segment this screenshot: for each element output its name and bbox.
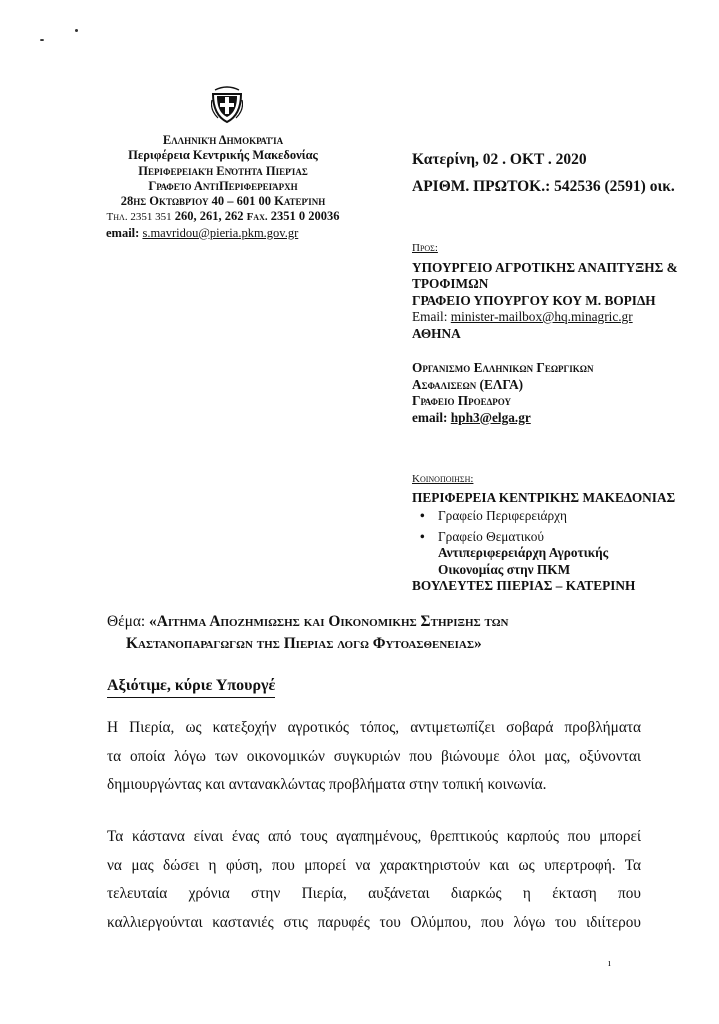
republic-name: Ελληνική Δημοκρατία bbox=[162, 133, 284, 147]
recipient2-email-line bbox=[412, 410, 678, 427]
recipient1-line3: ΓΡΑΦΕΙΟ ΥΠΟΥΡΓΟΥ ΚΟΥ Μ. ΒΟΡΙΔΗ bbox=[412, 292, 656, 308]
regional-unit-name: Περιφερειακή Ενότητα Πιερίας bbox=[138, 163, 308, 178]
cc-bullet-text: Αντιπεριφερειάρχη Αγροτικής bbox=[438, 545, 609, 560]
subject-text-1: «Αιτημα Αποζημιωσης και Οικονομικης Στηριξης των bbox=[149, 613, 509, 630]
recipient2-line2: Ασφαλισεων (ΕΛΓΑ) bbox=[412, 376, 524, 392]
paragraph-line: δημιουργώντας και αντανακλώντας προβλήματα στην τοπική κοινωνία. bbox=[107, 776, 547, 793]
office-address: 28ης Οκτωβρίου 40 – 601 00 Κατερίνη bbox=[120, 194, 326, 209]
fax-label: Fax. bbox=[246, 211, 268, 224]
recipient1-email-line bbox=[412, 309, 678, 326]
subject-block bbox=[107, 611, 647, 655]
document-date: Κατερίνη, 02 . ΟΚΤ . 2020 bbox=[412, 151, 587, 168]
body-paragraph-2 bbox=[107, 823, 641, 937]
fax-number: 2351 0 20036 bbox=[270, 209, 340, 224]
date-protocol-block bbox=[412, 146, 675, 200]
page-mark: ı bbox=[608, 958, 611, 969]
salutation: Αξιότιμε, κύριε Υπουργέ bbox=[107, 677, 275, 698]
subject-line1 bbox=[107, 611, 647, 633]
recipient1-city: ΑΘΗΝΑ bbox=[412, 325, 461, 341]
recipient1-email-link[interactable]: minister-mailbox@hq.minagric.gr bbox=[450, 309, 633, 324]
cc-organization: ΠΕΡΙΦΕΡΕΙΑ ΚΕΝΤΡΙΚΗΣ ΜΑΚΕΔΟΝΙΑΣ bbox=[412, 489, 676, 505]
recipients-block bbox=[412, 240, 678, 426]
recipient2-email-label: email: bbox=[412, 409, 448, 425]
subject-text-2: Καστανοπαραγωγων της Πιεριας λογω Φυτοασθενειας» bbox=[126, 635, 482, 652]
subject-label: Θέμα: bbox=[107, 613, 146, 630]
email-label: email: bbox=[106, 225, 140, 240]
scan-speck bbox=[40, 39, 44, 41]
paragraph-line: να μας δώσει η φύση, που μπορεί να χαρακτηριστούν και ως υπερτροφή. Τα bbox=[107, 856, 641, 874]
greek-coat-of-arms-emblem bbox=[211, 82, 243, 124]
body-paragraph-1 bbox=[107, 714, 641, 800]
recipient1-line1: ΥΠΟΥΡΓΕΙΟ ΑΓΡΟΤΙΚΗΣ ΑΝΑΠΤΥΞΗΣ & bbox=[412, 259, 678, 275]
sender-header bbox=[88, 133, 358, 241]
sender-email-line bbox=[106, 226, 358, 241]
sender-email-link[interactable]: s.mavridou@pieria.pkm.gov.gr bbox=[142, 225, 299, 240]
scan-speck bbox=[75, 29, 78, 32]
cc-bullet-text: Γραφείο Περιφερειάρχη bbox=[438, 508, 568, 523]
recipients-label: Προς: bbox=[412, 242, 438, 254]
recipient1-line2: ΤΡΟΦΙΜΩΝ bbox=[412, 276, 489, 291]
cc-block bbox=[412, 471, 675, 595]
region-name: Περιφέρεια Κεντρικής Μακεδονίας bbox=[128, 148, 318, 163]
tel-numbers: 260, 261, 262 bbox=[174, 209, 244, 224]
cc-last-line: ΒΟΥΛΕΥΤΕΣ ΠΙΕΡΙΑΣ – ΚΑΤΕΡΙΝΗ bbox=[412, 578, 636, 593]
cc-bullet-list bbox=[412, 508, 675, 578]
recipient2-line3: Γραφειο Προεδρου bbox=[412, 393, 512, 408]
cc-bullet-text: Οικονομίας στην ΠΚΜ bbox=[438, 561, 571, 577]
paragraph-line: Η Πιερία, ως κατεξοχήν αγροτικός τόπος, αντιμετωπίζει σοβαρά προβλήματα bbox=[107, 719, 641, 736]
recipient2-line1: Οργανισμο Ελληνικων Γεωργικων bbox=[412, 360, 594, 375]
cc-bullet-text: • Γραφείο Θεματικού bbox=[438, 528, 544, 544]
paragraph-line: Τα κάστανα είναι ένας από τους αγαπημένους, θρεπτικούς καρπούς που μπορεί bbox=[107, 828, 641, 845]
paragraph-line: τελευταία χρόνια στην Πιερία, αυξάνεται διαρκώς η έκταση που bbox=[107, 885, 641, 902]
cc-label: Κοινοποιηση: bbox=[412, 473, 474, 485]
recipient1-email-label: Email: bbox=[412, 309, 448, 324]
office-name: Γραφείο ΑντιΠεριφερειάρχη bbox=[148, 178, 298, 193]
protocol-number: ΑΡΙΘΜ. ΠΡΩΤΟΚ.: 542536 (2591) οικ. bbox=[412, 178, 675, 195]
cc-bullet-item bbox=[412, 508, 675, 525]
paragraph-line: τα οποία λόγω των οικονομικών συγκυριών που βιώνουμε όλοι μας, οξύνονται bbox=[107, 747, 641, 765]
paragraph-line: καλλιεργούνται καστανιές στις παρυφές του Ολύμπου, που λόγω του ιδιίτερου bbox=[107, 913, 641, 931]
phone-fax-line bbox=[88, 209, 358, 225]
cc-bullet-item bbox=[412, 529, 675, 579]
recipient2-email-link[interactable]: hph3@elga.gr bbox=[450, 409, 531, 425]
tel-label: Τηλ. 2351 351 bbox=[106, 211, 172, 224]
